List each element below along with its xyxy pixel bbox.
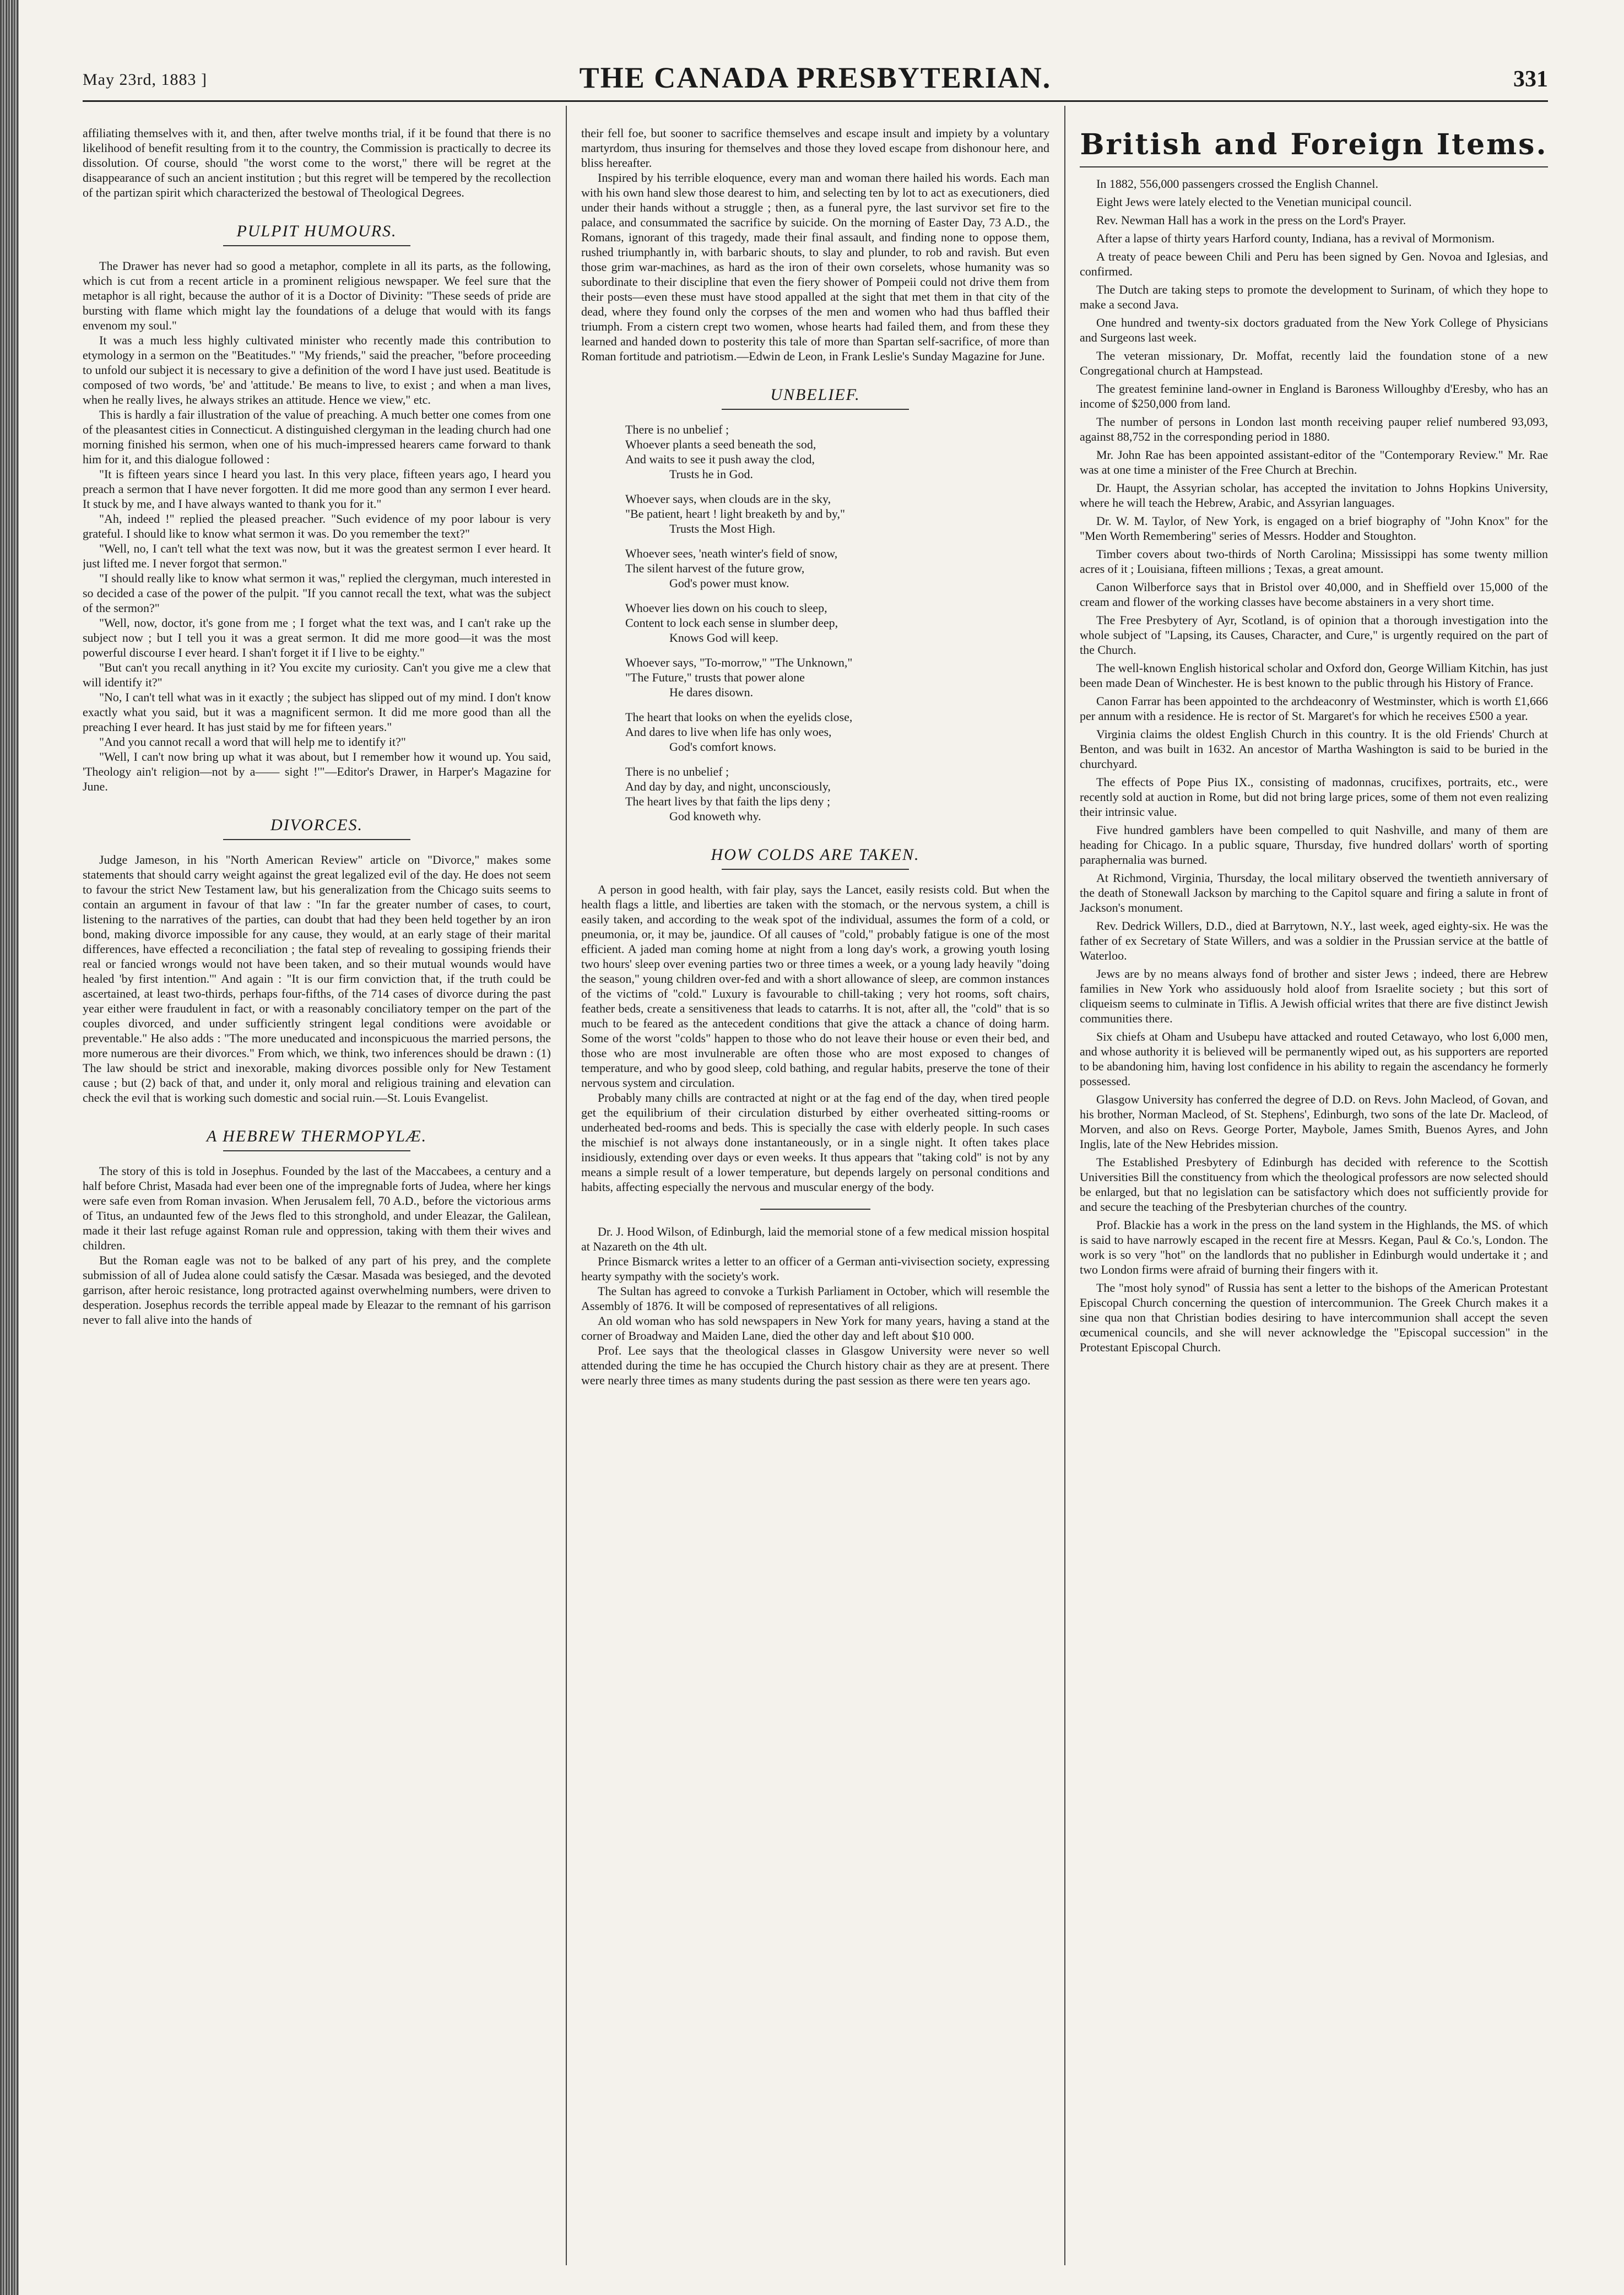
column-1	[83, 126, 551, 2263]
newspaper-title: THE CANADA PRESBYTERIAN.	[579, 61, 1052, 94]
page-number: 331	[1513, 67, 1548, 92]
poem-line: "Be patient, heart ! light breaketh by and by,"	[625, 507, 845, 521]
news-note: Prof. Lee says that the theological classes in Glasgow University were never so well attended during the time he has occupied the Church history chair as they are at present. There were nearly three times as many students during the past session as there were ten years ago.	[581, 1344, 1049, 1387]
article-paragraph: "Well, now, doctor, it's gone from me ; I forget what the text was, and I can't rake up the subject now ; but I tell you it was a great sermon. It did me more good—it was the most powerful discourse I ever heard. I shan't forget it if I live to be eighty."	[83, 616, 551, 659]
news-item: Rev. Newman Hall has a work in the press on the Lord's Prayer.	[1096, 213, 1406, 227]
article-paragraph: It was a much less highly cultivated minister who recently made this contribution to etymology in a sermon on the "Beatitudes." "My friends," said the preacher, "before proceeding to unfold our subject it is necessary to give a definition of the word I have just used. Beatitude is composed of two words, 'be' and 'attitude.' Be means to live, to exist ; and when a man lives, when he really lives, he always strikes an attitude. Hence we view," etc.	[83, 333, 551, 407]
news-item: The greatest feminine land-owner in England is Baroness Willoughby d'Eresby, who has an income of $250,000 from land.	[1080, 382, 1548, 410]
poem-line: Whoever says, when clouds are in the sky,	[625, 492, 831, 506]
poem-stanza	[625, 710, 1049, 754]
article-paragraph: But the Roman eagle was not to be balked of any part of his prey, and the complete submission of all of Judea alone could satisfy the Cæsar. Masada was besieged, and the devoted garrison, after heroic resistance, long protracted against overwhelming numbers, were driven to desperation. Josephus records the terrible appeal made by Eleazar to the remnant of his garrison never to fall alive into the hands of	[83, 1253, 551, 1327]
news-item: The effects of Pope Pius IX., consisting of madonnas, crucifixes, portraits, etc., were recently sold at auction in Rome, but did not bring large prices, some of them not even realizing their intrinsic value.	[1080, 775, 1548, 819]
poem-stanza	[625, 491, 1049, 536]
poem-line: There is no unbelief ;	[625, 765, 729, 778]
news-item: Five hundred gamblers have been compelled to quit Nashville, and many of them are heading for Chicago. In a public square, Thursday, five hundred dollars' worth of sporting paraphernalia was burned.	[1080, 823, 1548, 867]
article-paragraph: "And you cannot recall a word that will help me to identify it?"	[99, 735, 406, 749]
news-item: Prof. Blackie has a work in the press on the land system in the Highlands, the MS. of which is said to have narrowly escaped in the recent fire at Messrs. Kegan, Paul & Co.'s, London. The work is so very "hot" on the landlords that no publisher in Edinburgh would undertake it ; and two London firms were afraid of burning their fingers with it.	[1080, 1218, 1548, 1276]
poem-line: Whoever lies down on his couch to sleep,	[625, 601, 827, 615]
article-paragraph: Probably many chills are contracted at night or at the fag end of the day, when tired people get the equilibrium of their circulation disturbed by either overheated sitting-rooms or underheated bed-rooms and beds. This is specially the case with elderly people. In such cases the mischief is not always done instantaneously, or in a single night. It often takes place insidiously, extending over days or even weeks. It thus appears that "taking cold" is not by any means a simple result of a lower temperature, but depends largely on personal conditions and habits, affecting especially the nervous and muscular energy of the body.	[581, 1091, 1049, 1194]
poem-stanza	[625, 764, 1049, 824]
poem-line: God's power must know.	[669, 576, 789, 590]
poem-line: Trusts he in God.	[669, 467, 753, 481]
article-paragraph: The story of this is told in Josephus. Founded by the last of the Maccabees, a century and a half before Christ, Masada had ever been one of the impregnable forts of Judea, where her kings were safe even from Roman invasion. When Jerusalem fell, 70 A.D., before the victorious arms of Titus, an undaunted few of the Jews fled to this stronghold, and under Eleazar, the Galilean, made it their last refuge against Roman rule and oppression, taking with them their wives and children.	[83, 1164, 551, 1252]
news-note: The Sultan has agreed to convoke a Turkish Parliament in October, which will resemble the Assembly of 1876. It will be composed of representatives of all religions.	[581, 1284, 1049, 1313]
news-item: In 1882, 556,000 passengers crossed the English Channel.	[1096, 177, 1379, 191]
header-rule	[83, 100, 1548, 102]
poem-line: The silent harvest of the future grow,	[625, 561, 805, 575]
poem-unbelief	[625, 422, 1049, 824]
poem-stanza	[625, 655, 1049, 700]
news-item: The Dutch are taking steps to promote the development to Surinam, of which they hope to make a second Java.	[1080, 283, 1548, 311]
news-item: Virginia claims the oldest English Church in this country. It is the old Friends' Church at Benton, and was built in 1632. An ancestor of Martha Washington is said to be buried in the churchyard.	[1080, 727, 1548, 771]
poem-line: Content to lock each sense in slumber deep,	[625, 616, 838, 630]
article-paragraph: "It is fifteen years since I heard you last. In this very place, fifteen years ago, I heard you preach a sermon that I have never forgotten. It did me more good than any sermon I ever heard. It stuck by me, and I have always wanted to thank you for it."	[83, 467, 551, 511]
news-note: Dr. J. Hood Wilson, of Edinburgh, laid the memorial stone of a few medical mission hospital at Nazareth on the 4th ult.	[581, 1225, 1049, 1253]
news-item: Mr. John Rae has been appointed assistant-editor of the "Contemporary Review." Mr. Rae was at one time a minister of the Free Church at Brechin.	[1080, 448, 1548, 477]
poem-line: "The Future," trusts that power alone	[625, 670, 805, 684]
news-items-list	[1080, 176, 1548, 1355]
news-item: The number of persons in London last month receiving pauper relief numbered 93,093, against 88,752 in the corresponding period in 1880.	[1080, 415, 1548, 443]
poem-line: Whoever plants a seed beneath the sod,	[625, 437, 816, 451]
poem-stanza	[625, 546, 1049, 591]
news-item: Timber covers about two-thirds of North Carolina; Mississippi has some twenty million acres of it ; Louisiana, fifteen millions ; Texas, a great amount.	[1080, 547, 1548, 576]
article-paragraph: "Well, no, I can't tell what the text was now, but it was the greatest sermon I ever heard. It just lifted me. I never forgot that sermon."	[83, 542, 551, 570]
news-note: Prince Bismarck writes a letter to an officer of a German anti-vivisection society, expressing hearty sympathy with the society's work.	[581, 1254, 1049, 1283]
news-item: Dr. W. M. Taylor, of New York, is engaged on a brief biography of "John Knox" for the "Men Worth Remembering" series of Messrs. Hodder and Stoughton.	[1080, 514, 1548, 543]
poem-line: Whoever sees, 'neath winter's field of snow,	[625, 546, 838, 560]
article-paragraph: "Well, I can't now bring up what it was about, but I remember how it wound up. You said, 'Theology ain't religion—not by a—— sight !'"—Editor's Drawer, in Harper's Magazine for June.	[83, 750, 551, 793]
poem-stanza	[625, 422, 1049, 481]
section-title-hebrew-thermopylae: A HEBREW THERMOPYLÆ.	[206, 1127, 427, 1145]
poem-line: Knows God will keep.	[669, 631, 778, 645]
section-title-divorces: DIVORCES.	[270, 816, 363, 834]
article-paragraph: "I should really like to know what sermon it was," replied the clergyman, much interested in so decided a case of the power of the pulpit. "If you cannot recall the text, what was the subject of the sermon?"	[83, 571, 551, 615]
column-2	[581, 126, 1049, 2263]
poem-line: Trusts the Most High.	[669, 522, 776, 535]
poem-line: There is no unbelief ;	[625, 423, 729, 436]
section-title-unbelief: UNBELIEF.	[770, 386, 860, 404]
article-paragraph: "Ah, indeed !" replied the pleased preacher. "Such evidence of my poor labour is very grateful. I should like to know what sermon it was. Do you remember the text?"	[83, 512, 551, 540]
news-item: The "most holy synod" of Russia has sent a letter to the bishops of the American Protestant Episcopal Church concerning the question of intercommunion. The Greek Church makes it a sine qua non that Christian bodies desiring to have intercommunion shall accept the seven œcumenical councils, and she will never acknowledge the "Episcopal succession" in the Protestant Episcopal Church.	[1080, 1281, 1548, 1354]
section-rule	[223, 839, 410, 840]
poem-line: And day by day, and night, unconsciously,	[625, 780, 831, 793]
poem-line: God's comfort knows.	[669, 740, 777, 754]
article-paragraph: their fell foe, but sooner to sacrifice themselves and escape insult and impiety by a voluntary martyrdom, thus insuring for themselves and those they loved escape from dishonour here, and bliss hereafter.	[581, 126, 1049, 170]
page-header	[83, 61, 1548, 94]
article-paragraph: This is hardly a fair illustration of the value of preaching. A much better one comes from one of the pleasantest cities in Connecticut. A distinguished clergyman in the leading church had one morning finished his sermon, when one of his much-impressed hearers came forward to thank him for it, and this dialogue followed :	[83, 408, 551, 466]
section-title-pulpit-humours: PULPIT HUMOURS.	[236, 222, 397, 240]
section-rule	[722, 409, 909, 410]
section-rule	[760, 1209, 870, 1210]
news-item: Eight Jews were lately elected to the Venetian municipal council.	[1096, 195, 1412, 209]
article-paragraph: "But can't you recall anything in it? You excite my curiosity. Can't you give me a clew that will identify it?"	[83, 661, 551, 689]
article-paragraph: Inspired by his terrible eloquence, every man and woman there hailed his words. Each man with his own hand slew those dearest to him, and selecting ten by lot to act as executioners, died under their hands without a struggle ; then, as a funeral pyre, the last survivor set fire to the palace, and consummated the sacrifice by suicide. On the morning of Easter Day, 73 A.D., the Romans, ignorant of this tragedy, made their final assault, and finding none to oppose them, rushed triumphantly in, with barbaric shouts, to slay and plunder, to rob and ravish. But even those grim war-machines, as hard as the iron of their own corselets, whose humanity was so subordinate to their discipline that even the fiery shower of Pompeii could not drive them from their posts—even these must have stood appalled at the sight that met them in that city of the dead, where they found only the corpses of the men and women who had thus baffled their triumph. From a cistern crept two women, whose hearts had failed them, and from these they learned and handed down to posterity this tale of more than Spartan self-sacrifice, of more than Roman fortitude and patriotism.—Edwin de Leon, in Frank Leslie's Sunday Magazine for June.	[581, 171, 1049, 363]
article-paragraph: The Drawer has never had so good a metaphor, complete in all its parts, as the following, which is cut from a recent article in a prominent religious newspaper. We feel sure that the metaphor is all right, because the author of it is a Doctor of Divinity: "These seeds of pride are bursting with flame which might lay the foundations of a deluge that would with its fangs envenom my soul."	[83, 259, 551, 332]
news-item: The well-known English historical scholar and Oxford don, George William Kitchin, has just been made Dean of Winchester. He is best known to the public through his History of France.	[1080, 661, 1548, 690]
news-item: The Established Presbytery of Edinburgh has decided with reference to the Scottish Universities Bill the constituency from which the theological professors are now selected should be enlarged, but that no legislation can be satisfactory which does not sufficiently provide for and secure the teaching of the Presbyterian churches of the country.	[1080, 1155, 1548, 1214]
section-rule	[722, 869, 909, 870]
section-rule	[223, 245, 410, 246]
poem-line: And dares to live when life has only woes,	[625, 725, 832, 739]
news-note: An old woman who has sold newspapers in New York for many years, having a stand at the corner of Broadway and Maiden Lane, died the other day and left about $10 000.	[581, 1314, 1049, 1343]
poem-line: Whoever says, "To-morrow," "The Unknown,"	[625, 656, 853, 669]
news-item: Rev. Dedrick Willers, D.D., died at Barrytown, N.Y., last week, aged eighty-six. He was the father of ex Secretary of State Willers, and was a soldier in the Prussian service at the battle of Waterloo.	[1080, 919, 1548, 962]
news-item: Six chiefs at Oham and Usubepu have attacked and routed Cetawayo, who lost 6,000 men, and whose authority it is believed will be permanently wiped out, as his supporters are reported to be abandoning him, having lost confidence in his ability to regain the ascendancy he formerly possessed.	[1080, 1030, 1548, 1088]
column-divider	[566, 106, 567, 2265]
news-item: Dr. Haupt, the Assyrian scholar, has accepted the invitation to Johns Hopkins University, where he will teach the Hebrew, Arabic, and Assyrian languages.	[1080, 481, 1548, 510]
poem-line: The heart that looks on when the eyelids close,	[625, 710, 853, 724]
news-item: One hundred and twenty-six doctors graduated from the New York College of Physicians and Surgeons last week.	[1080, 316, 1548, 344]
news-item: The Free Presbytery of Ayr, Scotland, is of opinion that a thorough investigation into the whole subject of "Lapsing, its Causes, Character, and Cure," is urgently required on the part of the Church.	[1080, 613, 1548, 657]
article-paragraph: A person in good health, with fair play, says the Lancet, easily resists cold. But when the health flags a little, and liberties are taken with the stomach, or the nervous system, a chill is easily taken, and according to the weak spot of the individual, assumes the form of a cold, or pneumonia, or, it may be, jaundice. Of all causes of "cold," probably fatigue is one of the most efficient. A jaded man coming home at night from a long day's work, a growing youth losing two hours' sleep over evening parties two or three times a week, or a young lady heavily "doing the season," young children over-fed and with a short allowance of sleep, are common instances of the victims of "cold." Luxury is favourable to chill-taking ; very hot rooms, soft chairs, feather beds, create a sensitiveness that leads to catarrhs. It is not, after all, the "cold" that is so much to be feared as the antecedent conditions that give the attack a chance of doing harm. Some of the worst "colds" happen to those who do not leave their house or even their bed, and those who are most invulnerable are often those who are most exposed to changes of temperature, and who by good sleep, cold bathing, and regular habits, preserve the tone of their nervous system and circulation.	[581, 883, 1049, 1090]
article-paragraph: Judge Jameson, in his "North American Review" article on "Divorce," makes some statements that should carry weight against the great legalized evil of the day. He does not seem to favour the strict New Testament law, but his generalization from the Chicago suits seems to contain an argument in favour of that law : "In far the greater number of cases, to court, listening to the narratives of the parties, can doubt that had they been held together by an iron bond, making divorce impossible for any cause, they would, at an early stage of their marital differences, have effected a reconciliation ; the fatal step of revealing to gossiping friends their real or fancied wrongs would not have been taken, and so their mutual wounds would have healed 'by first intention.'" And again : "It is our firm conviction that, if the truth could be ascertained, at least two-thirds, perhaps four-fifths, of the 714 cases of divorce during the past year either were fraudulent in fact, or with a reasonably conciliatory temper on the part of the couples divorced, and under sufficiently stringent legal conditions were avoidable or preventable." He also adds : "The more uneducated and inconspicuous the married persons, the more numerous are their divorces." From which, we think, two inferences should be drawn : (1) The law should be strict and inexorable, making divorces possible only for New Testament cause ; but (2) back of that, and under it, only moral and religious training and elevation can check the evil that is working such domestic and social ruin.—St. Louis Evangelist.	[83, 853, 551, 1105]
poem-line: He dares disown.	[669, 685, 754, 699]
poem-line: And waits to see it push away the clod,	[625, 452, 815, 466]
column-3	[1080, 126, 1548, 2263]
news-item: The veteran missionary, Dr. Moffat, recently laid the foundation stone of a new Congregational church at Hampstead.	[1080, 349, 1548, 377]
section-title-british-and-foreign-items: British and Foreign Items.	[1080, 128, 1548, 161]
column-divider	[1064, 106, 1065, 2265]
article-paragraph: "No, I can't tell what was in it exactly ; the subject has slipped out of my mind. I don't know exactly what you said, but it was a magnificent sermon. It did me more good than all the preaching I ever heard. It has just staid by me for fifteen years."	[83, 690, 551, 734]
issue-date: May 23rd, 1883 ]	[83, 71, 207, 89]
news-item: A treaty of peace beween Chili and Peru has been signed by Gen. Novoa and Iglesias, and confirmed.	[1080, 250, 1548, 278]
news-item: Canon Farrar has been appointed to the archdeaconry of Westminster, which is worth £1,666 per annum with a residence. He is rector of St. Margaret's for which he receives £500 a year.	[1080, 694, 1548, 723]
poem-stanza	[625, 600, 1049, 645]
poem-line: The heart lives by that faith the lips deny ;	[625, 794, 831, 808]
section-title-how-colds-are-taken: HOW COLDS ARE TAKEN.	[711, 846, 920, 864]
news-item: Canon Wilberforce says that in Bristol over 40,000, and in Sheffield over 15,000 of the cream and flower of the working classes have become abstainers in a very short time.	[1080, 580, 1548, 609]
news-item: After a lapse of thirty years Harford county, Indiana, has a revival of Mormonism.	[1096, 231, 1495, 245]
poem-line: God knoweth why.	[669, 809, 761, 823]
news-item: At Richmond, Virginia, Thursday, the local military observed the twentieth anniversary of the death of Stonewall Jackson by marching to the Capitol square and firing a salute in front of Jackson's monument.	[1080, 871, 1548, 914]
intro-paragraph: affiliating themselves with it, and then, after twelve months trial, if it be found that there is no likelihood of benefit resulting from it to the country, the Commission is practically to decree its dissolution. Of course, should "the worst come to the worst," there will be regret at the disappearance of such an ancient institution ; but this regret will be tempered by the recollection of the partizan spirit which characterized the bestowal of Theological Degrees.	[83, 126, 551, 199]
news-item: Jews are by no means always fond of brother and sister Jews ; indeed, there are Hebrew families in New York who assiduously hold aloof from Israelite society ; but this sort of cliqueism seems to culminate in Tiflis. A Jewish official writes that there are five distinct Jewish communities there.	[1080, 967, 1548, 1025]
binding-edge	[0, 0, 19, 2295]
section-rule	[1080, 166, 1548, 167]
news-item: Glasgow University has conferred the degree of D.D. on Revs. John Macleod, of Govan, and his brother, Norman Macleod, of St. Stephens', Edinburgh, two sons of the late Dr. Macleod, of Morven, and also on Revs. George Porter, Maybole, James Smith, Buenos Ayres, and John Inglis, late of the New Hebrides mission.	[1080, 1092, 1548, 1151]
section-rule	[223, 1150, 410, 1151]
